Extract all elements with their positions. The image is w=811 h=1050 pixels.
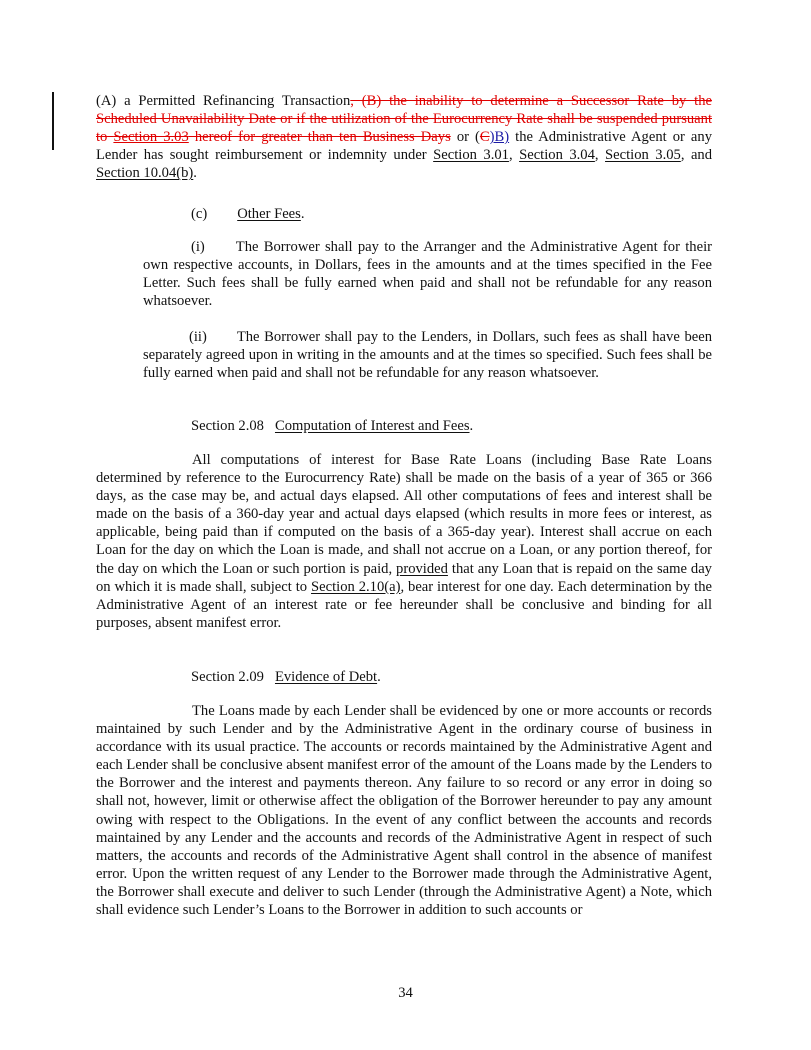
- section-title: Computation of Interest and Fees: [274, 418, 470, 434]
- text: or (: [450, 129, 480, 146]
- item-text: The Borrower shall pay to the Lenders, in Dollars, such fees as shall have been separately agreed upon in writing in the amounts and at the times so specified. Such fees shall be fully earned when paid and shall not be refundable for any reason whatsoever.: [143, 329, 712, 382]
- section-reference: Section 3.01: [433, 147, 509, 164]
- revision-change-bar: [52, 92, 54, 150]
- subsection-label: (c): [191, 206, 208, 222]
- paragraph-fees-ii: [143, 328, 712, 382]
- subsection-title: Other Fees: [237, 206, 301, 222]
- section-reference: Section 3.05: [605, 147, 681, 164]
- defined-term: provided: [396, 560, 448, 577]
- text: ,: [594, 147, 606, 164]
- text: the Administrative Agent or any Lender has sought reimbursement or indemnity under: [96, 129, 712, 164]
- body-text: , bear interest for one day. Each determination by the Administrative Agent of an interest rate or fee hereunder shall be conclusive and binding for all purposes, absent manifest error.: [96, 578, 712, 631]
- section-reference: Section 2.10(a): [311, 578, 401, 595]
- text: .: [469, 418, 474, 434]
- paragraph-fees-i: [143, 238, 712, 310]
- section-heading-2-09: [191, 668, 381, 686]
- item-text: The Borrower shall pay to the Arranger and the Administrative Agent for their own respective accounts, in Dollars, fees in the amounts and at the times specified in the Fee Letter. Such fees shall be fully earned when paid and shall not be refundable for any reason whatsoever.: [143, 239, 712, 310]
- section-reference: Section 3.04: [519, 147, 595, 164]
- item-label: (i): [191, 239, 205, 255]
- page-number: 34: [398, 985, 413, 1001]
- deleted-text: , (B) the inability to determine a Successor Rate by the Scheduled Unavailability Date or if the utilization of the Eurocurrency Rate shall be suspended pursuant to: [96, 93, 712, 146]
- text: .: [300, 206, 305, 222]
- text: ,: [508, 147, 520, 164]
- deleted-text: C: [479, 129, 490, 146]
- section-number: Section 2.09: [191, 669, 264, 685]
- item-label: (ii): [189, 329, 207, 345]
- section-title: Evidence of Debt: [274, 669, 378, 685]
- deleted-text: hereof for greater than ten Business Days: [188, 129, 451, 146]
- text: (A) a Permitted Refinancing Transaction: [96, 93, 351, 109]
- body-text: All computations of interest for Base Rate Loans (including Base Rate Loans determined by reference to the Eurocurrency Rate) shall be made on the basis of a year of 365 or 366 days, as the case may be, and actual days elapsed. All other computations of fees and interest shall be made on the basis of a 360-day year and actual days elapsed (which results in more fees or interest, as applicable, being paid than if computed on the basis of a 365-day year). Interest shall accrue on each Loan for the day on which the Loan is made, and shall not accrue on a Loan, or any portion thereof, for the day on which the Loan or such portion is paid,: [96, 452, 712, 577]
- text: , and: [680, 147, 713, 164]
- paragraph-evidence-of-debt: [96, 702, 712, 919]
- text: .: [377, 669, 381, 685]
- deleted-section-reference: Section 3.03: [113, 129, 189, 146]
- section-heading-2-08: [191, 417, 473, 435]
- text: .: [193, 165, 197, 182]
- section-reference: Section 10.04(b): [96, 165, 194, 182]
- paragraph-refinancing: [96, 92, 712, 182]
- body-text: that any Loan that is repaid on the same day on which it is made shall, subject to: [96, 560, 712, 595]
- body-text: The Loans made by each Lender shall be evidenced by one or more accounts or records maintained by such Lender and by the Administrative Agent in the ordinary course of business in accordance with its usual practice. The accounts or records maintained by the Administrative Agent and each Lender shall be conclusive absent manifest error of the amount of the Loans made by the Lenders to the Borrower and the interest and payments thereon. Any failure to so record or any error in doing so shall not, however, limit or otherwise affect the obligation of the Borrower hereunder to pay any amount owing with respect to the Obligations. In the event of any conflict between the accounts and records maintained by any Lender and the accounts and records of the Administrative Agent in respect of such matters, the accounts and records of the Administrative Agent shall control in the absence of manifest error. Upon the written request of any Lender to the Borrower made through the Administrative Agent, the Borrower shall execute and deliver to such Lender (through the Administrative Agent) a Note, which shall evidence such Lender’s Loans to the Borrower in addition to such accounts or: [96, 703, 712, 919]
- paragraph-computation-of-interest: [96, 451, 712, 632]
- inserted-text: )B): [489, 129, 510, 146]
- subsection-heading-other-fees: [191, 205, 305, 223]
- section-number: Section 2.08: [191, 418, 264, 434]
